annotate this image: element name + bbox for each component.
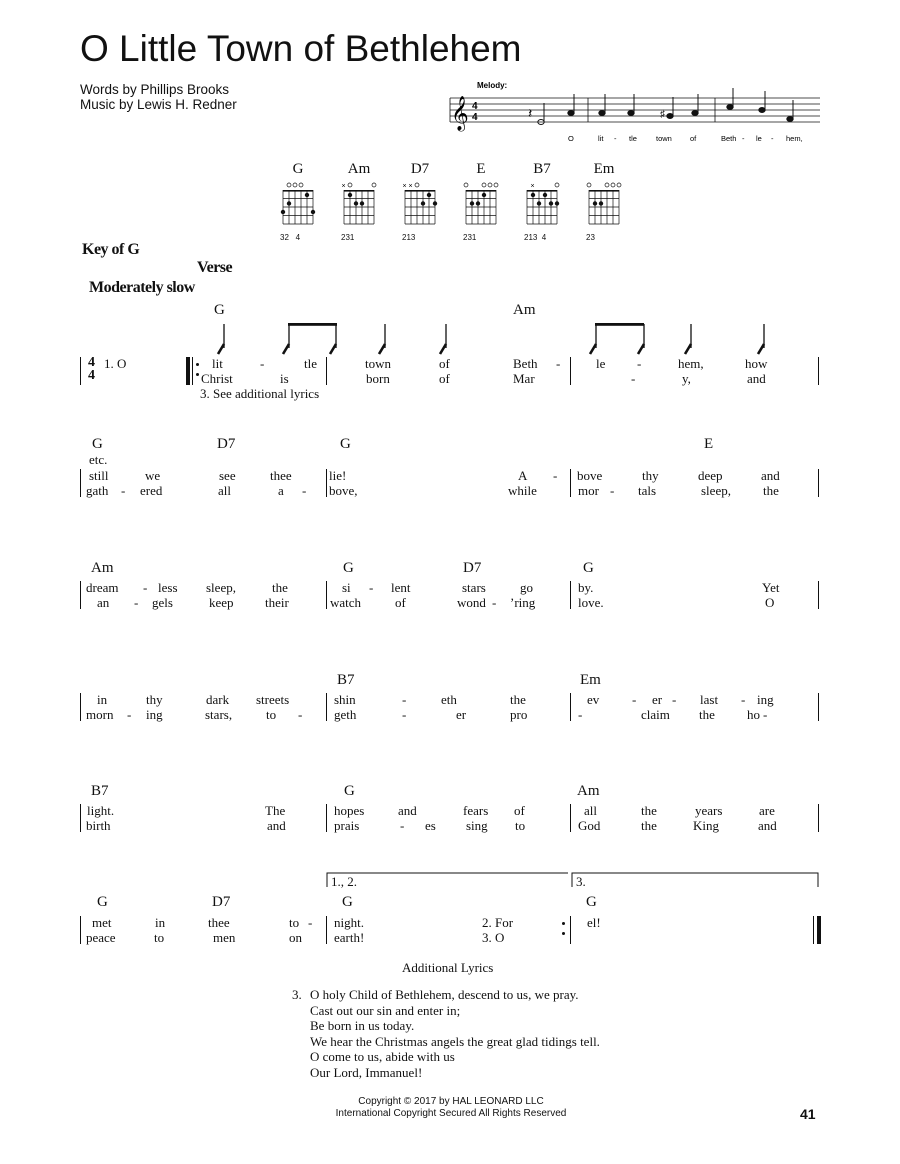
lyric-verse2: stars, <box>205 707 233 722</box>
chord-diagram <box>463 161 499 242</box>
lyric-verse2: ho <box>747 707 760 722</box>
lyric-verse2: the <box>763 483 779 498</box>
svg-text:×: × <box>408 183 413 190</box>
melody-lyric: hem, <box>786 134 803 143</box>
chord-symbol: D7 <box>217 436 236 452</box>
lyric-verse1: lent <box>391 580 411 595</box>
copyright-line: Copyright © 2017 by HAL LEONARD LLC <box>358 1096 544 1107</box>
lyric-verse2: sing <box>466 818 488 833</box>
lyric-verse1: to <box>289 915 300 930</box>
chord-diagram-name: B7 <box>533 161 551 177</box>
lyric-verse1: light. <box>87 803 115 818</box>
additional-lyric-line: Our Lord, Immanuel! <box>310 1064 423 1080</box>
lyric-verse2: men <box>213 930 236 945</box>
svg-text:4: 4 <box>472 101 478 112</box>
lyric-verse2: ered <box>140 483 163 498</box>
lyric-verse1: the <box>272 580 288 595</box>
chord-symbol: D7 <box>463 560 482 576</box>
lyric-verse2: sleep, <box>701 483 731 498</box>
lyric-verse2: y, <box>682 371 691 386</box>
chord-symbol: Am <box>91 560 114 576</box>
lyric-verse1: bove <box>577 468 603 483</box>
lyric-verse2: prais <box>334 818 360 833</box>
lyric-verse2: 3. O <box>482 930 505 945</box>
lyric-verse2: claim <box>641 707 670 722</box>
chord-fingering: 231 <box>341 233 355 242</box>
lyric-verse1: 2. For <box>482 915 514 930</box>
melody-staff <box>440 76 825 152</box>
lyric-verse1: Yet <box>762 580 780 595</box>
chord-diagram <box>341 161 377 242</box>
lyric-verse1: le <box>596 356 606 371</box>
lyric-verse1: hem, <box>678 356 704 371</box>
lyric-verse1: lie! <box>329 468 347 483</box>
lyric-verse1: - <box>553 468 558 483</box>
lyric-verse1: thee <box>270 468 292 483</box>
lyric-verse2: pro <box>510 707 528 722</box>
lyric-verse1: - <box>632 692 637 707</box>
barline <box>326 581 327 609</box>
lyric-verse2: morn <box>86 707 114 722</box>
chord-fingering: 231 <box>463 233 477 242</box>
chord-diagram-name: E <box>476 161 486 177</box>
barline <box>818 469 819 497</box>
lyric-verse2: Christ <box>201 371 233 386</box>
words-credit: Words by Phillips Brooks <box>80 82 230 97</box>
lyric-verse1: A <box>518 468 528 483</box>
lyric-verse2: - <box>302 483 307 498</box>
lyric-verse2: and <box>267 818 286 833</box>
lyric-verse2: their <box>265 595 289 610</box>
svg-text:♯: ♯ <box>660 109 665 120</box>
melody-lyric: Beth <box>721 134 737 143</box>
first-ending-label: 1., 2. <box>331 874 357 889</box>
lyric-verse2: tals <box>638 483 657 498</box>
chord-diagram <box>586 161 622 242</box>
lyric-verse1: Beth <box>513 356 538 371</box>
lyric-verse1: streets <box>256 692 290 707</box>
barline <box>570 581 571 609</box>
lyric-verse1: stars <box>462 580 486 595</box>
chord-grid <box>402 180 438 236</box>
lyric-verse2: - <box>610 483 615 498</box>
lyric-verse2: the <box>641 818 657 833</box>
lyric-verse2: born <box>366 371 390 386</box>
lyric-verse1: and <box>761 468 780 483</box>
lyric-verse1: - <box>143 580 148 595</box>
lyric-verse1: - <box>308 915 313 930</box>
lyric-verse2: keep <box>209 595 234 610</box>
barline <box>818 804 819 832</box>
chord-symbol: Am <box>513 302 536 318</box>
lyric-verse1: see <box>219 468 236 483</box>
lyric-verse1: years <box>695 803 723 818</box>
additional-lyric-line: O holy Child of Bethlehem, descend to us, we pray. <box>310 987 579 1002</box>
lyric-verse2: peace <box>86 930 116 945</box>
lyric-verse2: - <box>127 707 132 722</box>
lyric-verse1: fears <box>463 803 489 818</box>
lyric-verse1: all <box>584 803 597 818</box>
lyric-verse2: gath <box>86 483 109 498</box>
chord-symbol: E <box>704 436 714 452</box>
melody-lyric: - <box>742 134 745 143</box>
chord-symbol: G <box>583 560 594 576</box>
lyric-verse1: 1. O <box>104 356 127 371</box>
lyric-verse2: a <box>278 483 284 498</box>
lyric-verse2: - <box>631 371 636 386</box>
melody-lyric: O <box>568 134 574 143</box>
barline <box>570 693 571 721</box>
lyric-verse2: to <box>266 707 277 722</box>
lyric-verse2: O <box>765 595 775 610</box>
lyric-verse2: gels <box>152 595 173 610</box>
chord-symbol: Em <box>580 672 601 688</box>
time-signature-bottom: 4 <box>88 368 95 383</box>
section-label: Verse <box>197 259 233 276</box>
chord-fingering: 213 4 <box>524 233 547 242</box>
lyric-verse2: to <box>154 930 165 945</box>
lyric-verse1: the <box>510 692 526 707</box>
lyric-verse1: er <box>652 692 663 707</box>
lyric-verse2: Mar <box>513 371 535 386</box>
barline <box>818 581 819 609</box>
melody-lyric: of <box>690 134 697 143</box>
additional-lyrics-note: 3. See additional lyrics <box>200 386 320 401</box>
lyric-verse2: - <box>492 595 497 610</box>
lyric-verse1: thee <box>208 915 230 930</box>
barline <box>326 804 327 832</box>
lyric-verse2: all <box>218 483 231 498</box>
lyric-verse1: - <box>260 356 265 371</box>
melody-lyric: tle <box>629 134 637 143</box>
lyric-verse1: and <box>398 803 417 818</box>
repeat-dot <box>562 922 565 925</box>
chord-symbol: G <box>344 783 355 799</box>
lyric-verse1: are <box>759 803 775 818</box>
lyric-verse2: and <box>747 371 766 386</box>
lyric-verse1: el! <box>587 915 601 930</box>
chord-grid <box>463 180 499 236</box>
chord-fingering: 213 <box>402 233 416 242</box>
chord-grid <box>524 180 560 236</box>
chord-diagram <box>280 161 316 242</box>
chord-symbol: B7 <box>337 672 355 688</box>
lyric-verse2: mor <box>578 483 599 498</box>
chord-fingering: 23 <box>586 233 595 242</box>
third-ending-label: 3. <box>576 874 586 889</box>
barline <box>80 804 81 832</box>
chord-symbol: G <box>343 560 354 576</box>
lyric-verse1: town <box>365 356 391 371</box>
lyric-verse1: in <box>97 692 108 707</box>
additional-lyric-line: Be born in us today. <box>310 1018 415 1033</box>
barline <box>818 693 819 721</box>
lyric-verse2: of <box>439 371 450 386</box>
barline <box>570 469 571 497</box>
barline <box>80 469 81 497</box>
lyric-verse1: lit <box>212 356 223 371</box>
lyric-verse1: - <box>402 692 407 707</box>
lyric-verse1: - <box>556 356 561 371</box>
lyric-verse1: the <box>641 803 657 818</box>
additional-lyric-line: O come to us, abide with us <box>310 1049 455 1064</box>
lyric-verse1: - <box>741 692 746 707</box>
chord-fingering: 32 4 <box>280 233 301 242</box>
lyric-verse1: The <box>265 803 286 818</box>
chord-diagram <box>402 161 438 242</box>
chord-grid <box>341 180 377 236</box>
lyric-verse2: - <box>400 818 405 833</box>
lyric-verse1: ev <box>587 692 600 707</box>
barline <box>326 693 327 721</box>
lyric-verse1: last <box>700 692 719 707</box>
lyric-verse1: - <box>369 580 374 595</box>
lyric-verse1: in <box>155 915 166 930</box>
svg-text:𝄽: 𝄽 <box>528 105 533 121</box>
lyric-verse2: on <box>289 930 302 945</box>
lyric-verse1: tle <box>304 356 317 371</box>
lyric-verse1: still <box>89 468 109 483</box>
lyric-verse2: an <box>97 595 110 610</box>
lyric-verse2: es <box>425 818 436 833</box>
lyric-verse2: King <box>693 818 719 833</box>
etc-marker: etc. <box>89 452 108 467</box>
barline <box>570 916 571 944</box>
lyric-verse2: ing <box>146 707 163 722</box>
lyric-verse2: birth <box>86 818 111 833</box>
chord-grid <box>280 180 316 236</box>
chord-symbol: G <box>340 436 351 452</box>
barline <box>80 693 81 721</box>
time-signature-top: 4 <box>88 355 95 370</box>
melody-lyric: - <box>614 134 617 143</box>
barline <box>80 581 81 609</box>
lyric-verse2: - <box>134 595 139 610</box>
chord-symbol: G <box>92 436 103 452</box>
lyric-verse1: how <box>745 356 768 371</box>
melody-lyric: lit <box>598 134 604 143</box>
key-label: Key of G <box>82 241 140 258</box>
melody-lyric: town <box>656 134 672 143</box>
lyric-verse1: of <box>439 356 450 371</box>
ending-brackets <box>0 871 900 891</box>
repeat-dot <box>562 932 565 935</box>
lyric-verse2: - <box>402 707 407 722</box>
lyric-verse2: and <box>758 818 777 833</box>
melody-lyric: - <box>771 134 774 143</box>
chord-symbol: G <box>342 894 353 910</box>
lyric-verse2: the <box>699 707 715 722</box>
additional-lyrics-heading: Additional Lyrics <box>402 960 494 975</box>
lyric-verse2: bove, <box>329 483 358 498</box>
lyric-verse1: - <box>672 692 677 707</box>
lyric-verse2: er <box>456 707 467 722</box>
lyric-verse2: to <box>515 818 526 833</box>
music-credit: Music by Lewis H. Redner <box>80 97 237 112</box>
lyric-verse2: while <box>508 483 537 498</box>
lyric-verse2: ’ring <box>510 595 536 610</box>
chord-diagram-name: G <box>292 161 304 177</box>
lyric-verse1: deep <box>698 468 723 483</box>
lyric-verse2: - <box>298 707 303 722</box>
lyric-verse1: thy <box>146 692 163 707</box>
lyric-verse1: met <box>92 915 112 930</box>
lyric-verse1: shin <box>334 692 356 707</box>
lyric-verse2: - <box>763 707 768 722</box>
tempo-marking: Moderately slow <box>89 279 195 296</box>
lyric-verse1: hopes <box>334 803 365 818</box>
chord-symbol: G <box>214 302 225 318</box>
chord-diagram-name: D7 <box>410 161 430 177</box>
lyric-verse1: night. <box>334 915 364 930</box>
barline <box>813 916 814 944</box>
lyric-verse1: of <box>514 803 525 818</box>
lyric-verse1: si <box>342 580 351 595</box>
chord-symbol: G <box>586 894 597 910</box>
additional-lyrics-block <box>310 987 600 1080</box>
song-title: O Little Town of Bethlehem <box>80 28 522 69</box>
lyric-verse1: sleep, <box>206 580 236 595</box>
lyric-verse1: we <box>145 468 161 483</box>
page-number: 41 <box>800 1106 816 1122</box>
melody-label: Melody: <box>477 81 508 90</box>
svg-text:4: 4 <box>472 112 478 123</box>
lyric-verse2: God <box>578 818 601 833</box>
lyric-verse2: - <box>578 707 583 722</box>
lyric-verse1: ing <box>757 692 774 707</box>
lyric-verse1: eth <box>441 692 457 707</box>
lyric-verse2: love. <box>578 595 604 610</box>
svg-text:×: × <box>402 183 407 190</box>
melody-lyric: le <box>756 134 762 143</box>
barline <box>817 916 821 944</box>
additional-lyric-line: We hear the Christmas angels the great glad tidings tell. <box>310 1033 600 1049</box>
chord-symbol: B7 <box>91 783 109 799</box>
lyric-verse1: - <box>637 356 642 371</box>
chord-symbol: Am <box>577 783 600 799</box>
lyric-verse2: watch <box>330 595 362 610</box>
additional-verse-number: 3. <box>292 987 302 1002</box>
lyric-verse1: thy <box>642 468 659 483</box>
lyric-verse2: is <box>280 371 289 386</box>
barline <box>570 804 571 832</box>
barline <box>80 916 81 944</box>
svg-text:×: × <box>530 183 535 190</box>
lyric-verse2: geth <box>334 707 357 722</box>
lyric-verse1: dark <box>206 692 230 707</box>
lyric-verse1: dream <box>86 580 119 595</box>
lyric-verse1: by. <box>578 580 594 595</box>
chord-symbol: D7 <box>212 894 231 910</box>
copyright-rights: International Copyright Secured All Rights Reserved <box>335 1108 567 1119</box>
chord-diagram <box>524 161 560 242</box>
svg-text:𝄞: 𝄞 <box>451 97 469 130</box>
lyric-verse2: wond <box>457 595 486 610</box>
chord-symbol: G <box>97 894 108 910</box>
lyric-verse2: of <box>395 595 406 610</box>
additional-lyric-line: Cast out our sin and enter in; <box>310 1002 461 1018</box>
rhythm-slashes <box>0 320 900 380</box>
svg-text:×: × <box>341 183 346 190</box>
chord-diagram-name: Am <box>347 161 371 177</box>
lyric-verse2: earth! <box>334 930 365 945</box>
lyric-verse1: less <box>158 580 178 595</box>
chord-grid <box>586 180 622 236</box>
chord-diagram-name: Em <box>593 161 615 177</box>
barline <box>326 916 327 944</box>
lyric-verse2: - <box>121 483 126 498</box>
barline <box>326 469 327 497</box>
lyric-verse1: go <box>520 580 533 595</box>
